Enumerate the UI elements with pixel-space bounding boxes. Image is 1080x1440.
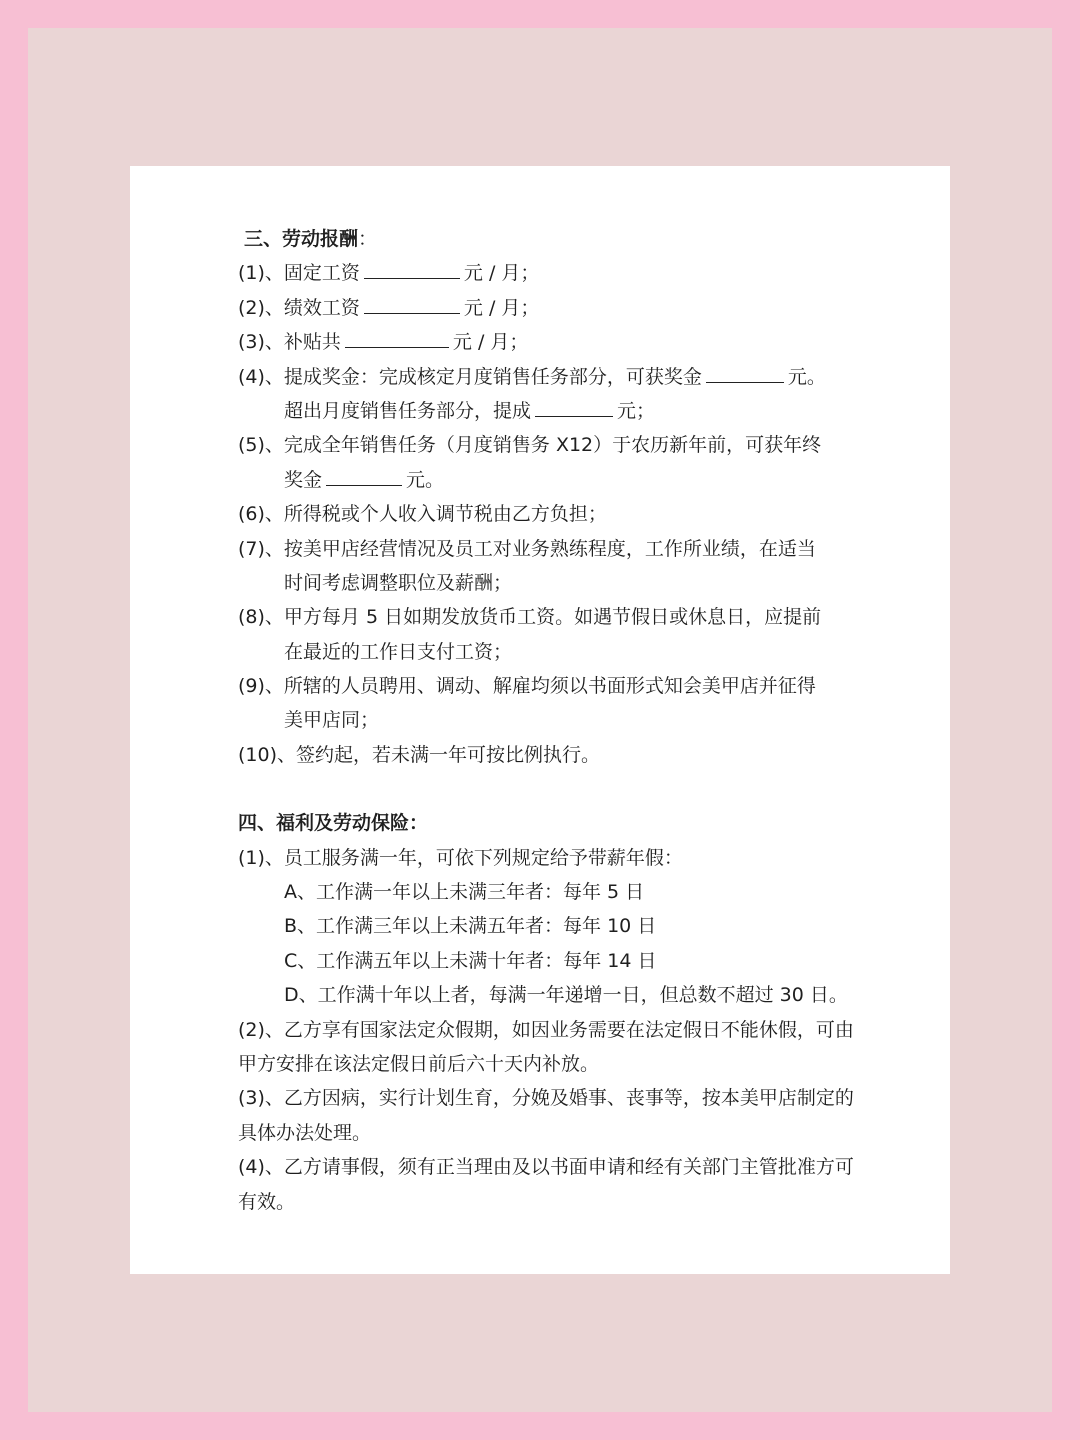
fill-blank [364, 260, 460, 279]
sec3-item-7-cont: 时间考虑调整职位及薪酬； [284, 571, 513, 594]
sec3-item-1: (1)、固定工资 元 / 月； [238, 262, 540, 285]
document-content [238, 222, 898, 1219]
fill-blank [364, 295, 460, 314]
sec4-item-3: (3)、乙方因病，实行计划生育，分娩及婚事、丧事等，按本美甲店制定的 [238, 1087, 854, 1110]
fill-blank [345, 329, 449, 348]
sec3-item-10: (10)、签约起，若未满一年可按比例执行。 [238, 743, 601, 766]
fill-blank [706, 364, 784, 383]
sec3-item-4: (4)、提成奖金：完成核定月度销售任务部分，可获奖金 元。 [238, 365, 826, 388]
sec3-item-8: (8)、甲方每月 5 日如期发放货币工资。如遇节假日或休息日，应提前 [238, 606, 822, 629]
sec3-item-4-cont: 超出月度销售任务部分，提成 元； [284, 399, 656, 422]
sec4-item-1-b: B、工作满三年以上未满五年者：每年 10 日 [284, 915, 657, 938]
section-3-title: 三、劳动报酬： [244, 228, 378, 250]
sec4-item-1-d: D、工作满十年以上者，每满一年递增一日，但总数不超过 30 日。 [284, 984, 848, 1007]
sec3-item-6: (6)、所得税或个人收入调节税由乙方负担； [238, 503, 607, 526]
sec4-item-4: (4)、乙方请事假，须有正当理由及以书面申请和经有关部门主管批准方可 [238, 1156, 854, 1179]
sec4-item-2-cont: 甲方安排在该法定假日前后六十天内补放。 [238, 1052, 600, 1075]
sec4-item-2: (2)、乙方享有国家法定众假期，如因业务需要在法定假日不能休假，可由 [238, 1018, 854, 1041]
sec3-item-2: (2)、绩效工资 元 / 月； [238, 296, 540, 319]
sec3-item-8-cont: 在最近的工作日支付工资； [284, 640, 513, 663]
sec3-item-7: (7)、按美甲店经营情况及员工对业务熟练程度，工作所业绩，在适当 [238, 537, 816, 560]
sec4-item-1-a: A、工作满一年以上未满三年者：每年 5 日 [284, 881, 645, 904]
sec3-item-3: (3)、补贴共 元 / 月； [238, 331, 529, 354]
sec4-item-1-c: C、工作满五年以上未满十年者：每年 14 日 [284, 949, 657, 972]
sec3-item-9-cont: 美甲店同； [284, 709, 380, 732]
section-4-title: 四、福利及劳动保险： [238, 812, 429, 835]
fill-blank [535, 398, 613, 417]
sec3-item-9: (9)、所辖的人员聘用、调动、解雇均须以书面形式知会美甲店并征得 [238, 675, 816, 698]
sec4-item-4-cont: 有效。 [238, 1190, 296, 1213]
sec3-item-5: (5)、完成全年销售任务（月度销售务 X12）于农历新年前，可获年终 [238, 434, 822, 457]
sec4-item-3-cont: 具体办法处理。 [238, 1121, 372, 1144]
fill-blank [326, 467, 402, 486]
sec4-item-1: (1)、员工服务满一年，可依下列规定给予带薪年假： [238, 846, 683, 869]
sec3-item-5-cont: 奖金 元。 [284, 468, 445, 491]
